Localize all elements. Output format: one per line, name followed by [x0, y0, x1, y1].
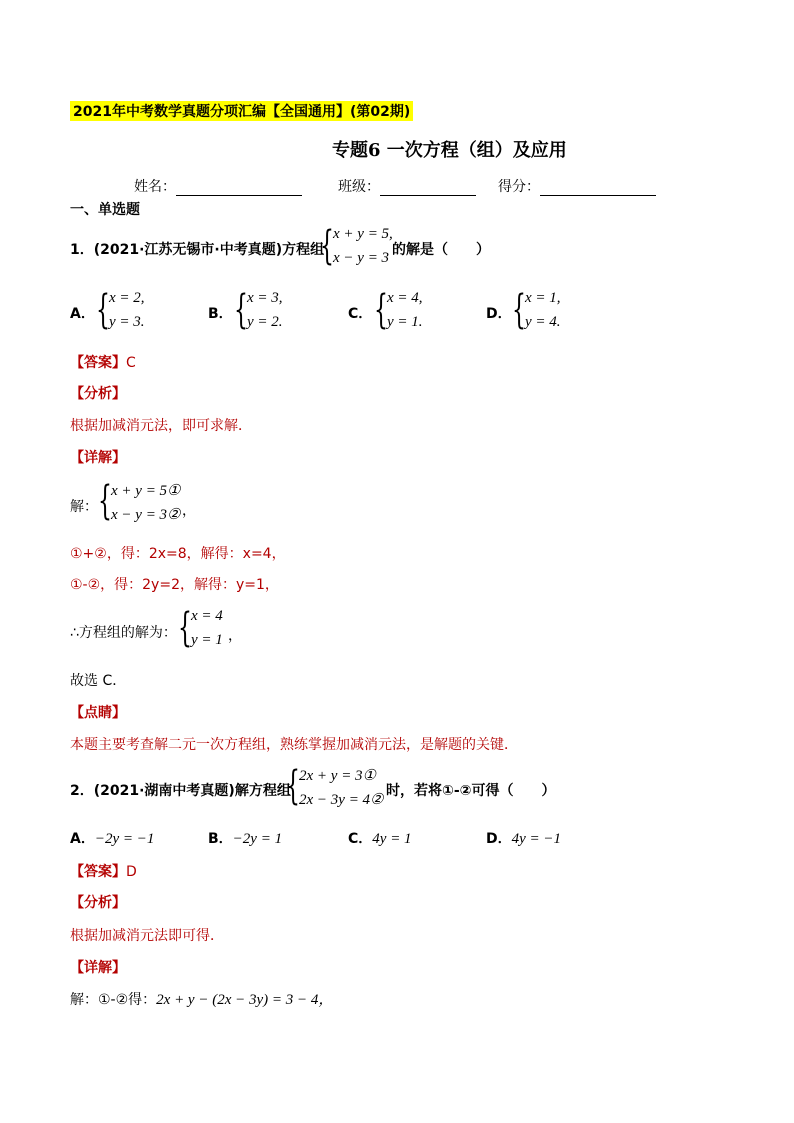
q2-stem: 2．(2021·湖南中考真题)解方程组: [70, 783, 291, 799]
q2-option-d[interactable]: D．4y = −1: [486, 831, 562, 847]
name-label: 姓名：: [134, 179, 176, 195]
q2-analysis: 根据加减消元法即可得．: [70, 928, 224, 944]
q1-solve-suffix: ，: [182, 503, 196, 519]
q2-stem-end: 时，若将①-②可得（ ）: [386, 783, 556, 799]
q2-analysis-label: 【分析】: [70, 895, 126, 911]
score-label: 得分：: [498, 179, 540, 195]
q1-analysis-label: 【分析】: [70, 386, 126, 402]
q1-solve-prefix: 解：: [70, 499, 98, 515]
q2-answer: 【答案】D: [70, 864, 137, 880]
info-class: [338, 176, 476, 196]
q1-comment-label: 【点睛】: [70, 705, 126, 721]
header-banner: 2021年中考数学真题分项汇编【全国通用】(第02期): [70, 101, 413, 121]
class-label: 班级：: [338, 179, 380, 195]
page-title: 专题6 一次方程（组）及应用: [332, 140, 567, 161]
q1-result-prefix: ∴方程组的解为：: [70, 625, 177, 641]
info-name: [134, 176, 302, 196]
q2-option-c[interactable]: C．4y = 1: [348, 831, 412, 847]
class-field[interactable]: [380, 181, 476, 196]
q1-option-c-label[interactable]: C．: [348, 306, 373, 322]
q1-comment: 本题主要考查解二元一次方程组，熟练掌握加减消元法，是解题的关键．: [70, 737, 518, 753]
q1-result-suffix: ，: [228, 628, 242, 644]
q1-analysis: 根据加减消元法，即可求解．: [70, 418, 252, 434]
info-score: [498, 176, 656, 196]
section-heading: 一、单选题: [70, 202, 140, 218]
q2-option-b[interactable]: B．−2y = 1: [208, 831, 283, 847]
q1-choose: 故选 C．: [70, 673, 127, 689]
q1-step1: ①+②，得：2x=8，解得：x=4，: [70, 546, 286, 562]
q1-step2: ①-②，得：2y=2，解得：y=1，: [70, 577, 279, 593]
q1-option-b-label[interactable]: B．: [208, 306, 233, 322]
q1-answer: 【答案】C: [70, 355, 136, 371]
q1-detail-label: 【详解】: [70, 450, 126, 466]
q1-option-d-label[interactable]: D．: [486, 306, 512, 322]
q1-stem-end: 的解是（ ）: [392, 242, 490, 258]
score-field[interactable]: [540, 181, 656, 196]
q2-detail-label: 【详解】: [70, 960, 126, 976]
q1-stem: 1．(2021·江苏无锡市·中考真题)方程组: [70, 242, 325, 258]
name-field[interactable]: [176, 181, 302, 196]
q1-option-a-label[interactable]: A．: [70, 306, 95, 322]
q2-solve: 解：①-②得：2x + y − (2x − 3y) = 3 − 4，: [70, 992, 334, 1008]
q2-option-a[interactable]: A．−2y = −1: [70, 831, 155, 847]
